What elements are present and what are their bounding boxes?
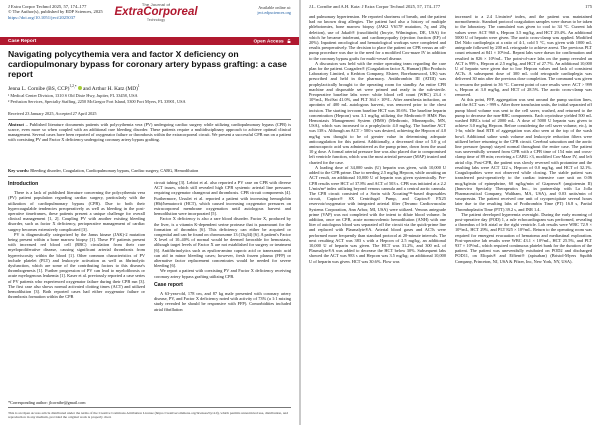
case-paragraph: A 63-year-old, 178 cm, and 87 kg male presented with coronary artery disease, PV, and Factor X deficiency noted with activity of 73% (a 1:1 mixing study revealed he should be responsive with FFP). Comorbidities included atrial fibrillation [154,291,291,312]
author-2-affil: 1 [137,84,140,88]
available-online-label: Available online at: [258,5,291,10]
case-heading: Case report [154,281,183,288]
author-2: and Arthur H. Katz (MD) [81,85,138,92]
author-1: Jenna L. Cornibe (BS, CCP) [8,85,70,92]
right-page [301,0,600,425]
logo-top-text: The Journal of [141,2,171,7]
affiliation-1: ¹ Medical Center Division, 1310 S Old Dixie Hwy, Jupiter, FL 33458, USA [8,93,138,98]
right-running-header [309,4,592,9]
divider-bottom [8,176,291,177]
license-divider [8,407,291,408]
page-number: 175 [585,4,592,9]
left-column-1 [8,180,145,299]
intro-paragraph: There is a lack of published literature concerning the polycythemia vera (PV) patient population regarding cardiac surgery, particularly with the utilization of cardiopulmonary bypass (CPB). Due to both their hypercoagulable tendencies preoperatively as well as bleeding in the post-operative timeframes, these patients present a unique challenge for overall clinical management [1, 2]. Coupling PV with another existing bleeding disorder, such as factor X deficiency, perioperative management of cardiac surgery becomes extensively complicated [3]. [8,190,145,232]
body-paragraph: At this point, FFP, aggregation was sent around the pump suction lines, and the ACT was > 999 s. After three transfusion units, the initial separated off pump blood volume was sent to the cell saver, washed, and returned to the pump to decrease the non-RBC components. Each cryoinfuse yielded 500 mL washed RBCs total of 2000 mL. A dose of 5000 U heparin was given to achieve 3.0 mg/kg Hepcon. Before considering the cell saver volume, etc.), in 1-hr, while final RTE of aggregation was also seen at the top of the wash bowl. Additional saline wash volume and leukocyte reduction filters were utilized before returning to the CPB circuit. Cerebral saturation and the aortic line pressure (pump) stayed normal throughout the entire case. The patient was uneventfully weaned from CPB with a CPB time of 154 min and cross-clamp time of 89 min; receiving a CABG ×3, modified Cox-Maze IV, and left atrial clip. Post-CPB, the patient was slowly reversed with protamine and the resulting labs were ACT 122 s, Hepcon of 0.0 mg/kg, and HCT of 32.1%. Coagulopathies were not observed while closing. The stable patient was transferred post-operatively to the cardiac intensive care unit on 0.06 mcg/kg/min of epinephrine, 60 ng/kg/min of Giapreza® (angiotensin II) (Innoviva Specialty Therapeutics Inc., in partnership with La Jolla Pharmaceutical Company, Waltham, MA, USA), and 0.03 units/min of vasopressin. The patient received one unit of cryoprecipitate several hours later due to the resulting labs of Prothrombin Time (PT) 16.8 s, Partial Thromboplastin Time (PTT) 39.2 s, and INR 1.4. [455,97,592,212]
body-paragraph: We report a patient with coexisting PV and Factor X deficiency receiving coronary artery bypass grafting utilizing CPB. [154,268,291,279]
body-paragraph: A discussion was held with the entire operating team regarding the care plan for the patient. Coagadex® (Coagulation factor X, Human) (Bio Products Laboratory Limited, a Kedrion Company, Elstree, Borehamwood, UK) was prescribed and held in the pharmacy. Antithrombin III (ATIII) was prophylactically brought to the operating room for standby. An entire CPB machine and disposable set were primed and ready in the sub-sterile. Preoperative baseline labs were: white blood cell count (WBC) 23.4 × 10⁹/mL, Hct/Sat 41.0%, and PLT 364 × 10⁹/L. After anesthesia induction, an aprotinin of 400 mL autologous harvest, was removed prior to the chest incision. The starting in-room baseline HCT was 30.6%. The baseline heparin concentration (Hepcon) was 3.1 mg/kg utilizing the Medtronic® HMS Plus Hemostasis Management System (HMS) (Medtronic, Minneapolis, MN, USA), which was increased to a prophylactic 4.0 mg/kg. The baseline ACT was 138 s. Although an ACT > 500 s was desired, achieving the Hepcon of 4.0 mg/kg was thought to be of greater value in determining adequate anticoagulation for this patient. Additionally, a decreased dose of 5.0 g of aminocaproic acid was administered as the pump prime, down from the usual 10 g dose. A formal arterial pressure line was also placed due to compromised left ventricle function, which was the most arterial pressure (MAP) trusted and charted for the case. [309,60,446,165]
body-paragraph: circuit tubing [3]. Lebiot et al. also reported a PV case on CPB with diverse ACT issues, which still revealed high CPB systemic arterial line pressures requiring oxygenator changeout and thrombosis. CPB circuit components [4]. Furthermore, Ursulet et al. reported a patient with increasing hemoglobin (Hb)/hematocrit (HCT), which caused increasing oxygenator pressures on extracorporeal membrane oxygenation until autologous harvest and hemodilution were incorporated [5]. [154,180,291,217]
left-column-2 [154,180,291,312]
abstract-label: Abstract [8,122,24,127]
left-page [0,0,299,425]
right-column-1 [309,14,446,264]
doi-link[interactable]: https://doi.org/10.1051/ject/2025037 [8,14,76,20]
divider-top [8,119,291,120]
body-paragraph: and pulmonary hypertension. He reported shortness of breath, and the patient had no known drug allergies. The patient had also a history of multiple phlebotomies, bone marrow biopsy (JAK2 V617F mutation, 7q and 20q deletion), use of Jakafi® (ruxolitinib) (Incyte, Wilmington, DE, USA) for which he became intolerant, and cardiomyopathy (ejection fraction (EF) of 20%). Inpatient oncological and hematological workups were completed and results preoperatively. The decision to place the patient on CPB versus an off-pump procedure was due to the need for a modified Cox-maze IV in addition to the coronary bypass grafts for multi-vessel disease. [309,14,446,61]
journal-logo [112,2,200,22]
body-paragraph: Factor X deficiency is also a rare blood disorder. Factor X, produced by the liver, is a vitamin K-dependent serine protease that is paramount for the formation of thrombin [6]. This deficiency can either be acquired or congenital and can be found on chromosome 13 (13q34) [6]. A patient's Factor X level of 10–40% of normal would be deemed favorable for hemostasis, although target levels of Factor X are not established for surgery or treatment [6]. Antifibrinolytics such as epsilon-amino caproic acid or tranexamic acid can aid in minor bleeding cases; however, fresh frozen plasma (FFP) or alternative factor replacement concentrates would be needed for severe bleeding [6]. [154,216,291,269]
intro-heading: Introduction [8,181,39,187]
article-title: Navigating polycythemia vera and factor X deficiency on cardiopulmonary bypass for coronary artery bypass grafting: a case report [8,49,287,80]
open-access-lock-icon [287,39,291,44]
journal-line: J Extra Corpor Technol 2025, 57, 174–177 [8,4,87,9]
affiliation-2: ² Perfusion Services, Specialty Staffing, 2250 McGregor Fort Island, 5300 Fort Myers, FL 33901, USA [8,98,186,104]
available-online [257,5,291,15]
open-access-badge [253,39,291,45]
author-1-affil: 1,2 [69,84,74,88]
received-accepted-dates: Received 23 January 2025, Accepted 27 April 2025 [8,111,97,116]
article-type-bar [0,37,299,45]
license-text: This is an Open Access article distributed under the terms of the Creative Commons Attribution License (https://creativecommons.org/licenses/by/4.0), which permits unrestricted use, distribution, and reproduction in any medium, provided the original work is properly cited. [8,410,288,419]
author-line: Jenna L. Cornibe (BS, CCP)$^{1,2,*}$ and Arthur H. Katz (MD)$^1$ [8,84,140,92]
case-report-label: Case Report [8,38,37,44]
body-paragraph: increased to a 2.4 L/min/m² index, and the patient was maintained normothermic. Standard protocol coagulation samples were drawn to be taken to the laboratory. The cumulated was given to cool to 34 °C. Current lab values were: ACT 960 s, Hepcon 3.5 mg/kg, and HCT 29.4%. An additional 5000 U of heparin were given. The aortic cross-clamp was applied. Modified Del Nido cardioplegia at a ratio of 4:1, cold 5 °C, was given with 1000 mL antegrade followed by 200 mL retrograde to achieve arrest. The previous PLT count returned at 841 × 10⁹/mL. Repeat labs were drawn for confirmation and resulted in 826 × 10⁹/mL. The point-of-care labs on the pump revealed an ACT is 999 s, Hepcon at 2.5 mg/kg, and HCT of 27.7%. An additional 10,000 U of heparin were given due to low Hepcon values and lack of consistent ACTs. A subsequent dose of 300 mL cold retrograde cardioplegia was delivered 30 min after the previous dose completion. The command was given to rewarm the patient to 36 °C. Current point of care results were: ACT > 999 s, Hepcon at 3.0 mg/kg, and HCT of 28.5%. The aortic cross-clamp was removed. [455,14,592,98]
body-paragraph: The patient developed hyperemia overnight. During the early morning of post-operative day (POD) 1, a rule echocardiogram was performed, revealing a thrombus of left atrial or the right ventricle. Lab results were WBC 72.9 × 10⁹/mL, HCT 29%, and PLT 825 × 10⁹/mL. Return to the operating room was required for emergent evacuation of hematoma and mediastinal exploration. Post-operative lab results were WBC 43.1 × 10⁹/mL, HCT 25.5%, and PLT 937 × 10⁹/mL, which required continuous platelet bank for the duration of the patient. The patient was uneventfully extubated on POD2 and discharged POD11, on Eliquis® and Effient® (apixaban) (Bristol-Myers Squibb Company, Princeton, NJ, USA & Pfizer, Inc, New York, NY, USA). [455,211,592,264]
abstract [8,122,291,143]
logo-sub-text: Technology [146,18,166,22]
copyright-line: © The Author(s), published by EDP Sciences, 2025 [8,9,103,15]
journal-site-link[interactable]: ject.edpsciences.org [257,10,291,16]
right-column-2 [455,14,592,264]
right-header-citation: J.L. Cornibe and A.H. Katz: J Extra Corpor Technol 2025, 57, 174–177 [309,4,441,9]
open-access-label: Open Access [253,39,284,45]
logo-main-text: ExtraCorporeal [114,6,198,18]
keywords [8,168,291,173]
abstract-text: – Published literature documents patients with polycythemia vera (PV) undergoing cardiac surgery while utilizing cardiopulmonary bypass (CPB) is scarce, even more so when coupled with an additional rare bleeding disorder. These patients require a multidisciplinary approach to achieve optimal clinical management. Several cases have been reported of oxygenator failure or thrombosis within the extracorporeal circuit. We present a successful CPB run on a patient with coexisting PV and Factor X deficiency undergoing coronary artery bypass grafting. [8,122,291,143]
corresponding-author: *Corresponding author: jlcornibe@gmail.com [8,400,86,405]
body-paragraph: A loading dose of 34,000 units (U) heparin was given, with 10,000 U added to the CPB prime. Due to needing 2.5 mg/kg Hepcon, while awaiting an ACT result, an additional 10,000 U of heparin was given systemically. Pre-CPB results were HCT of 37.8% and ACT of 503 s. CPB was initiated at a 2.2 L/min/m² index utilizing beyond venous cannula and a central aortic cannula. The CPB circuit consisted of a Sorin with Xcoating™-based disposables circuit, Capiox® SX Centrifugal Pump, and Capiox® FX25 reservoir/oxygenator with integrated arterial filter (Terumo Cardiovascular Systems Corporation, Ann Arbor, MI, USA) were utilized. Venous antegrade prime (VAP) was not completed with the intent to dilute blood volume. In addition, once on CPB, acute normovolemic hemodilution (ANH) with one liter of autologous blood was separated off the circuit via the quick-prime line and replaced with Plasmalyte®A. Arterial blood gases and ACTs were performed more frequently than standard protocol at 20-minute intervals. The next resulting ACT was 383 s with a Hepcon of 2.5 mg/kg, an additional 10,000 U of heparin was given. The HCT was 31.2%, and 300 mL of Plasmalyte®A was added to decrease the HCT below 30%. Subsequent labs showed the ACT was 983 s and Hepcon was 3.5 mg/kg; an additional 10,000 U of heparin was given. HCT was 30.6%. Flow was [309,164,446,264]
keywords-text: Bleeding disorder, Coagulation, Cardiopulmonary bypass, Cardiac surgery, CABG, Hemodilution [30,168,199,173]
keywords-label: Key words: [8,168,30,173]
intro-paragraph: PV is diagnostically categorized by the Janus kinase (JAK)-2 mutation being present within a bone marrow biopsy [1]. These PV patients present with increased red blood cell (RBC) circulation from their rare myeloproliferative disease, causing significant arterial thrombosis from hyperviscosity within the blood [1]. Other common characteristics of PV include platelet (PLT) and leukocyte activation as well as fibrinolytic dysfunction, which are some of the contributing factors to this disease's thrombogenesis [1]. Further progression of PV can lead to myelofibrosis or acute myelogenous leukemia [1]. Kaser et al. previously reported a case series of PV patients who experienced oxygenator failure during their CPB run [3]. The first case also shows normal activated clotting times (ACT) and utilized hemodilution [3]. Both reported cases had either oxygenator failure or thrombosis formation within the CPB [8,231,145,300]
